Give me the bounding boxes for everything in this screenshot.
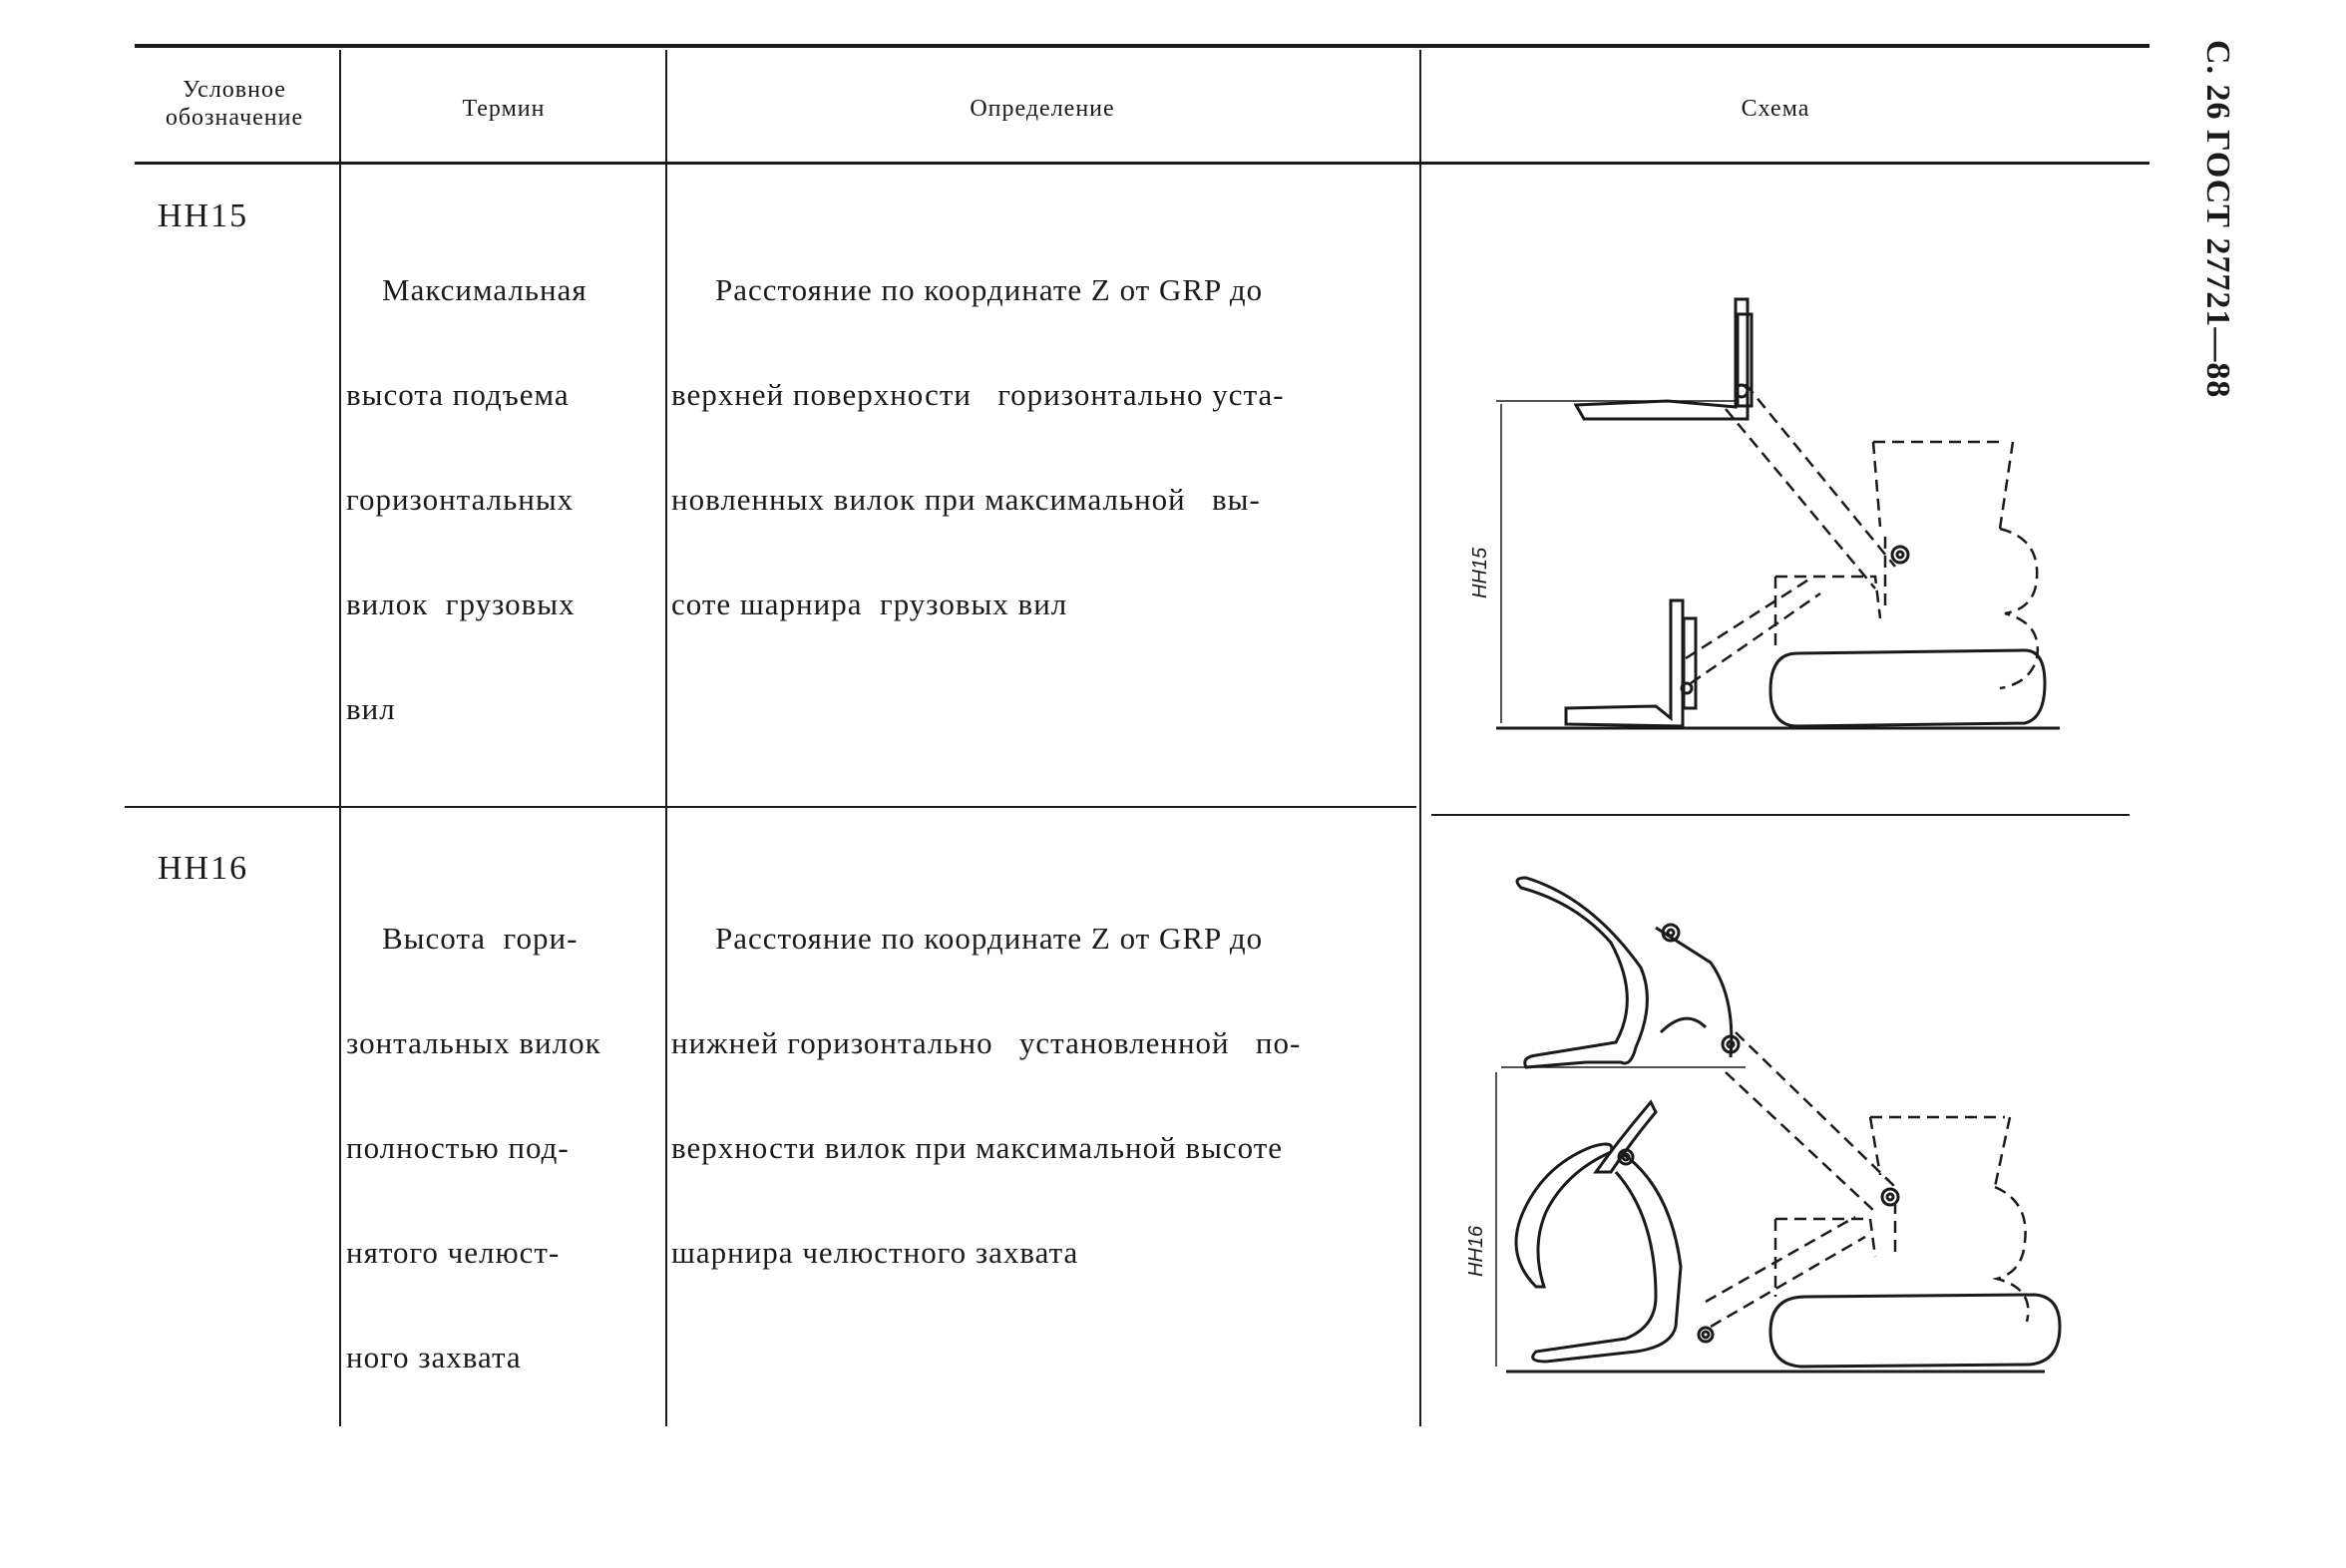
row1-term xyxy=(346,202,587,761)
page-running-header xyxy=(2194,40,2254,459)
row2-definition xyxy=(671,851,1301,1305)
header-term: Термин xyxy=(462,96,546,122)
row1-term-line: высота подъема xyxy=(346,377,570,412)
row1-definition-line: соте шарнира грузовых вил xyxy=(671,587,1068,621)
header-code-line2: обозначение xyxy=(165,105,304,131)
column-divider-3 xyxy=(1419,50,1421,1426)
scheme-hh16-label: HH16 xyxy=(1465,1225,1487,1277)
column-divider-2 xyxy=(665,50,667,1426)
row2-definition-line: Расстояние по координате Z от GRP до xyxy=(715,921,1264,956)
header-scheme: Схема xyxy=(1741,96,1810,122)
row2-term-line: нятого челюст- xyxy=(346,1235,561,1270)
row-divider-left xyxy=(125,806,1416,808)
header-code-line1: Условное xyxy=(183,77,286,103)
row1-definition-line: новленных вилок при максимальной вы- xyxy=(671,482,1261,517)
row2-code: HH16 xyxy=(158,850,249,887)
header-definition: Определение xyxy=(970,96,1115,122)
row2-definition-line: верхности вилок при максимальной высоте xyxy=(671,1130,1284,1165)
row1-term-line: вил xyxy=(346,691,396,726)
scheme-hh15-diagram xyxy=(1426,279,2125,758)
row2-definition-line: шарнира челюстного захвата xyxy=(671,1235,1079,1270)
row2-term-line: ного захвата xyxy=(346,1340,522,1374)
row2-term-line: зонтальных вилок xyxy=(346,1025,601,1060)
row1-term-line: горизонтальных xyxy=(346,482,575,517)
row2-term-line: полностью под- xyxy=(346,1130,570,1165)
row1-term-line: Максимальная xyxy=(382,272,587,307)
row2-term xyxy=(346,851,601,1409)
row1-definition-line: верхней поверхности горизонтально уста- xyxy=(671,377,1285,412)
scheme-hh15-label: HH15 xyxy=(1469,547,1491,598)
row-divider-right xyxy=(1431,814,2130,816)
row2-term-line: Высота гори- xyxy=(382,921,579,956)
header-code xyxy=(135,76,334,132)
scheme-hh16-diagram xyxy=(1426,858,2125,1416)
row1-definition xyxy=(671,202,1285,656)
row1-definition-line: Расстояние по координате Z от GRP до xyxy=(715,272,1264,307)
column-divider-1 xyxy=(339,50,341,1426)
table-header-rule xyxy=(135,162,2150,165)
row2-definition-line: нижней горизонтально установленной по- xyxy=(671,1025,1302,1060)
row1-term-line: вилок грузовых xyxy=(346,587,576,621)
page-running-header-text: С. 26 ГОСТ 27721—88 xyxy=(2199,40,2236,399)
table-top-rule xyxy=(135,44,2150,48)
row1-code: HH15 xyxy=(158,197,249,234)
